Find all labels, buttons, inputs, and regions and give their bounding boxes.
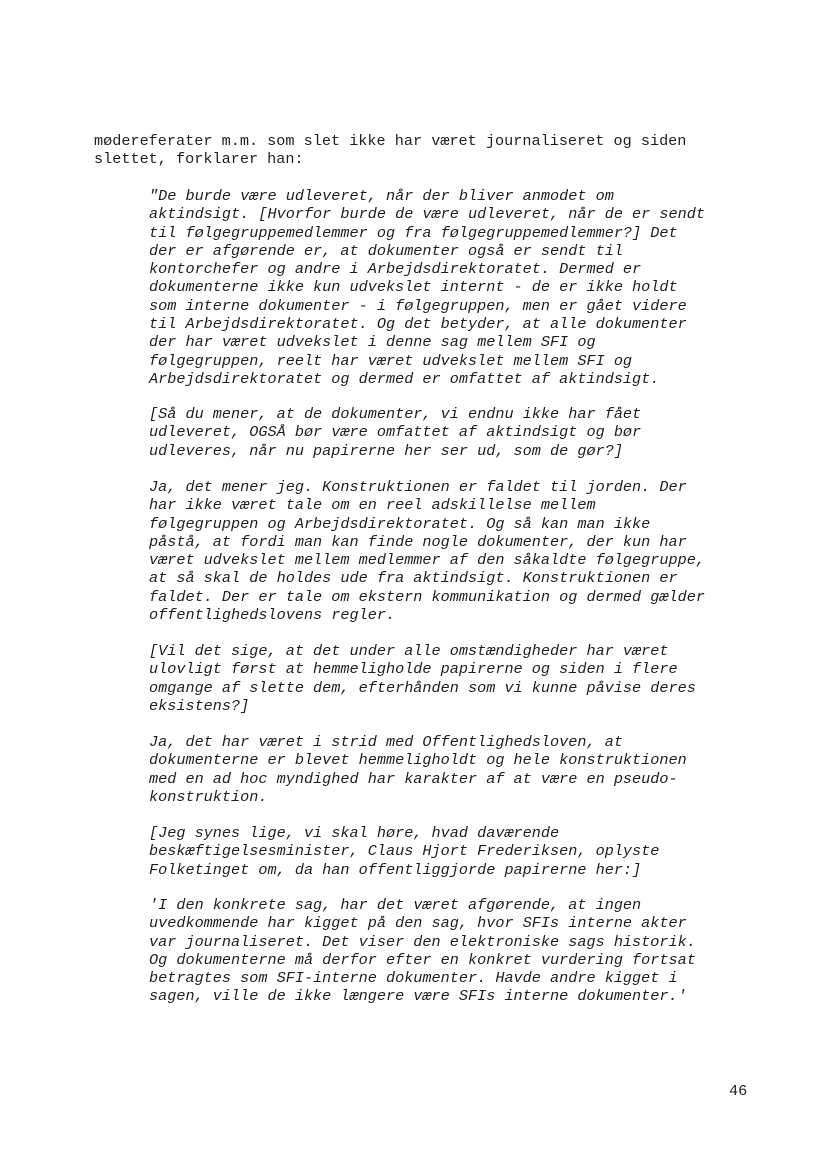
- text-line: sagen, ville de ikke længere være SFIs interne dokumenter.': [149, 987, 687, 1006]
- text-line: dokumenterne er blevet hemmeligholdt og hele konstruktionen: [149, 751, 687, 770]
- text-line: dokumenterne ikke kun udvekslet internt - de er ikke holdt: [149, 278, 678, 297]
- text-line: udleveres, når nu papirerne her ser ud, som de gør?]: [149, 441, 623, 460]
- text-line: [Jeg synes lige, vi skal høre, hvad daværende: [149, 824, 560, 842]
- text-line: været udvekslet mellem medlemmer af den såkaldte følgegruppe,: [149, 551, 705, 570]
- text-line: uvedkommende har kigget på den sag, hvor SFIs interne akter: [149, 914, 687, 933]
- answer-paragraph-1: [149, 478, 799, 624]
- text-line: til Arbejdsdirektoratet. Og det betyder, at alle dokumenter: [149, 315, 687, 334]
- text-line: der har været udvekslet i denne sag mellem SFI og: [149, 333, 596, 352]
- text-line: [Vil det sige, at det under alle omstændigheder har været: [149, 642, 669, 660]
- text-line: ulovligt først at hemmeligholde papirerne og siden i flere: [149, 660, 678, 679]
- text-line: var journaliseret. Det viser den elektroniske sags historik.: [149, 932, 696, 951]
- question-paragraph-3: [149, 824, 799, 879]
- question-paragraph-1: [149, 405, 799, 460]
- text-line: Arbejdsdirektoratet og dermed er omfattet af aktindsigt.: [149, 369, 660, 388]
- text-line: eksistens?]: [149, 696, 250, 715]
- text-line: udleveret, OGSÅ bør være omfattet af aktindsigt og bør: [149, 423, 642, 442]
- text-line: aktindsigt. [Hvorfor burde de være udleveret, når de er sendt: [149, 205, 705, 224]
- intro-line: slettet, forklarer han:: [94, 150, 304, 169]
- text-line: beskæftigelsesminister, Claus Hjort Frederiksen, oplyste: [149, 842, 660, 861]
- text-line: "De burde være udleveret, når der bliver anmodet om: [149, 187, 614, 205]
- text-line: med en ad hoc myndighed har karakter af at være en pseudo-: [149, 769, 678, 788]
- text-line: [Så du mener, at de dokumenter, vi endnu ikke har fået: [149, 405, 642, 423]
- text-line: 'I den konkrete sag, har det været afgørende, at ingen: [149, 896, 642, 914]
- page-number: 46: [729, 1082, 748, 1100]
- text-line: som interne dokumenter - i følgegruppen, men er gået videre: [149, 296, 687, 315]
- intro-line: mødereferater m.m. som slet ikke har været journaliseret og siden: [94, 132, 687, 150]
- text-line: kontorchefer og andre i Arbejdsdirektoratet. Dermed er: [149, 260, 642, 279]
- text-line: at så skal de holdes ude fra aktindsigt. Konstruktionen er: [149, 569, 678, 588]
- text-line: offentlighedslovens regler.: [149, 606, 396, 625]
- minister-quote-paragraph: [149, 896, 799, 1006]
- text-line: betragtes som SFI-interne dokumenter. Havde andre kigget i: [149, 969, 678, 988]
- intro-paragraph: [94, 132, 794, 169]
- text-line: til følgegruppemedlemmer og fra følgegruppemedlemmer?] Det: [149, 223, 678, 242]
- text-line: har ikke været tale om en reel adskillelse mellem: [149, 496, 596, 515]
- text-line: konstruktion.: [149, 787, 268, 806]
- text-line: følgegruppen og Arbejdsdirektoratet. Og så kan man ikke: [149, 514, 651, 533]
- text-line: faldet. Der er tale om ekstern kommunikation og dermed gælder: [149, 587, 705, 606]
- quote-paragraph-1: [149, 187, 799, 388]
- question-paragraph-2: [149, 642, 799, 715]
- answer-paragraph-2: [149, 733, 799, 806]
- text-line: Ja, det mener jeg. Konstruktionen er faldet til jorden. Der: [149, 478, 687, 496]
- text-line: påstå, at fordi man kan finde nogle dokumenter, der kun har: [149, 532, 687, 551]
- text-line: Ja, det har været i strid med Offentlighedsloven, at: [149, 733, 623, 751]
- text-line: der er afgørende er, at dokumenter også er sendt til: [149, 241, 623, 260]
- text-line: Folketinget om, da han offentliggjorde papirerne her:]: [149, 860, 642, 879]
- text-line: følgegruppen, reelt har været udvekslet mellem SFI og: [149, 351, 633, 370]
- text-line: Og dokumenterne må derfor efter en konkret vurdering fortsat: [149, 950, 696, 969]
- text-line: omgange af slette dem, efterhånden som vi kunne påvise deres: [149, 678, 696, 697]
